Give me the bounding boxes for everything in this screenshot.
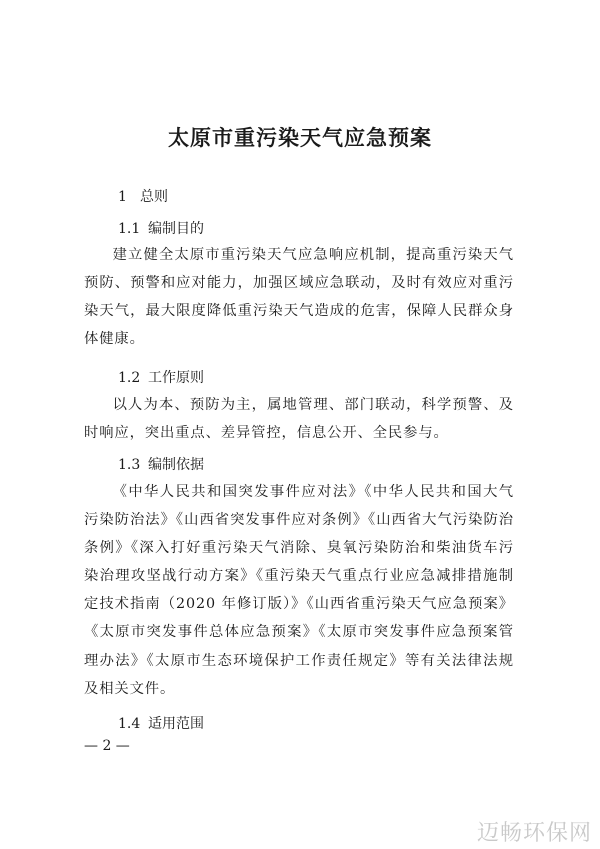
section-number: 1.1 bbox=[118, 221, 141, 237]
section-number: 1.4 bbox=[118, 716, 141, 732]
watermark: 迈畅环保网 bbox=[476, 821, 592, 846]
section-heading-1-3 bbox=[118, 454, 204, 474]
page-number: — 2 — bbox=[84, 738, 130, 754]
section-number: 1.2 bbox=[118, 370, 141, 386]
paragraph-basis: 《中华人民共和国突发事件应对法》《中华人民共和国大气污染防治法》《山西省突发事件应对条例》《山西省大气污染防治条例》《深入打好重污染天气消除、臭氧污染防治和柴油货车污染治理攻坚战行动方案》《重污染天气重点行业应急减排措施制定技术指南（2020 年修订版）》《山西省重污染天气应急预案》《太原市突发事件总体应急预案》《太原市突发事件应急预案管理办法》《太原市生态环境保护工作责任规定》等有关法律法规及相关文件。 bbox=[84, 484, 514, 697]
section-number: 1 bbox=[118, 189, 127, 205]
section-heading-1-1 bbox=[118, 218, 204, 238]
section-heading-1-4 bbox=[118, 713, 204, 733]
paragraph-purpose: 建立健全太原市重污染天气应急响应机制，提高重污染天气预防、预警和应对能力，加强区域应急联动，及时有效应对重污染天气，最大限度降低重污染天气造成的危害，保障人民群众身体健康。 bbox=[84, 247, 514, 348]
section-title: 编制目的 bbox=[148, 221, 204, 237]
section-heading-1 bbox=[118, 186, 168, 206]
section-title: 总则 bbox=[140, 189, 168, 205]
paragraph-principles: 以人为本、预防为主，属地管理、部门联动，科学预警、及时响应，突出重点、差异管控，信息公开、全民参与。 bbox=[84, 397, 514, 442]
document-title: 太原市重污染天气应急预案 bbox=[168, 125, 432, 150]
section-number: 1.3 bbox=[118, 457, 141, 473]
section-title: 适用范围 bbox=[148, 716, 204, 732]
section-heading-1-2 bbox=[118, 367, 204, 387]
section-title: 编制依据 bbox=[148, 457, 204, 473]
section-title: 工作原则 bbox=[148, 370, 204, 386]
